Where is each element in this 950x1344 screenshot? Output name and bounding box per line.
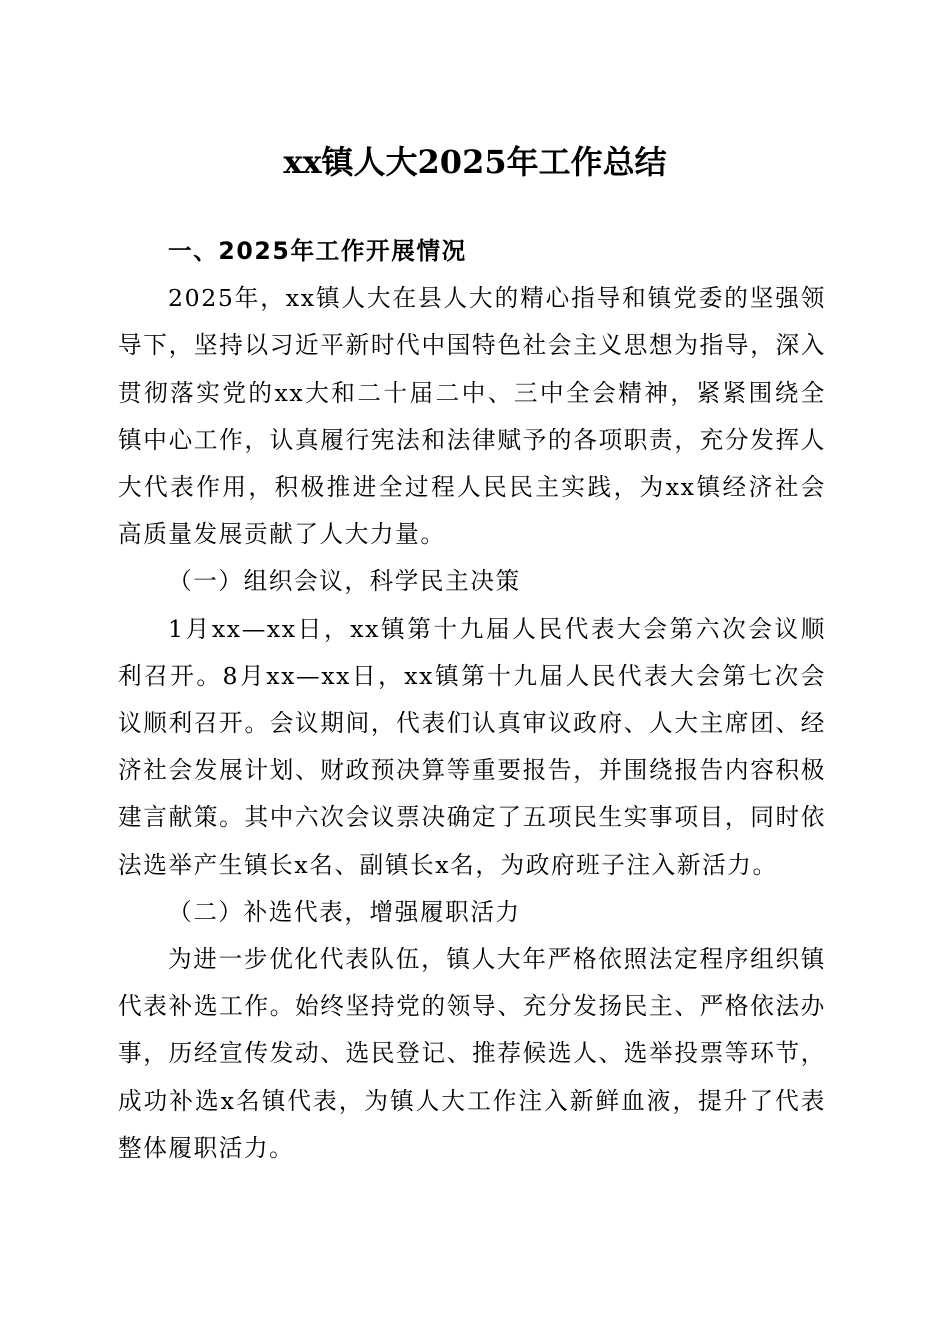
subsection-paragraph-1: 1月xx—xx日，xx镇第十九届人民代表大会第六次会议顺利召开。8月xx—xx日，xx镇第十九届人民代表大会第七次会议顺利召开。会议期间，代表们认真审议政府、人大主席团、经济社会发展计划、财政预决算等重要报告，并围绕报告内容积极建言献策。其中六次会议票决确定了五项民生实事项目，同时依法选举产生镇长x名、副镇长x名，为政府班子注入新活力。: [118, 614, 826, 879]
document-body: [118, 228, 826, 1172]
subsection-heading-1: （一）组织会议，科学民主决策: [168, 567, 521, 596]
subsection-paragraph-2: 为进一步优化代表队伍，镇人大年严格依照法定程序组织镇代表补选工作。始终坚持党的领导、充分发扬民主、严格依法办事，历经宣传发动、选民登记、推荐候选人、选举投票等环节，成功补选x名镇代表，为镇人大工作注入新鲜血液，提升了代表整体履职活力。: [118, 945, 826, 1162]
subsection-heading-2: （二）补选代表，增强履职活力: [168, 897, 521, 926]
intro-paragraph: 2025年，xx镇人大在县人大的精心指导和镇党委的坚强领导下，坚持以习近平新时代中国特色社会主义思想为指导，深入贯彻落实党的xx大和二十届二中、三中全会精神，紧紧围绕全镇中心工作，认真履行宪法和法律赋予的各项职责，充分发挥人大代表作用，积极推进全过程人民民主实践，为xx镇经济社会高质量发展贡献了人大力量。: [118, 284, 826, 549]
section-heading: 一、2025年工作开展情况: [168, 237, 467, 265]
document-title: xx镇人大2025年工作总结: [283, 143, 667, 181]
